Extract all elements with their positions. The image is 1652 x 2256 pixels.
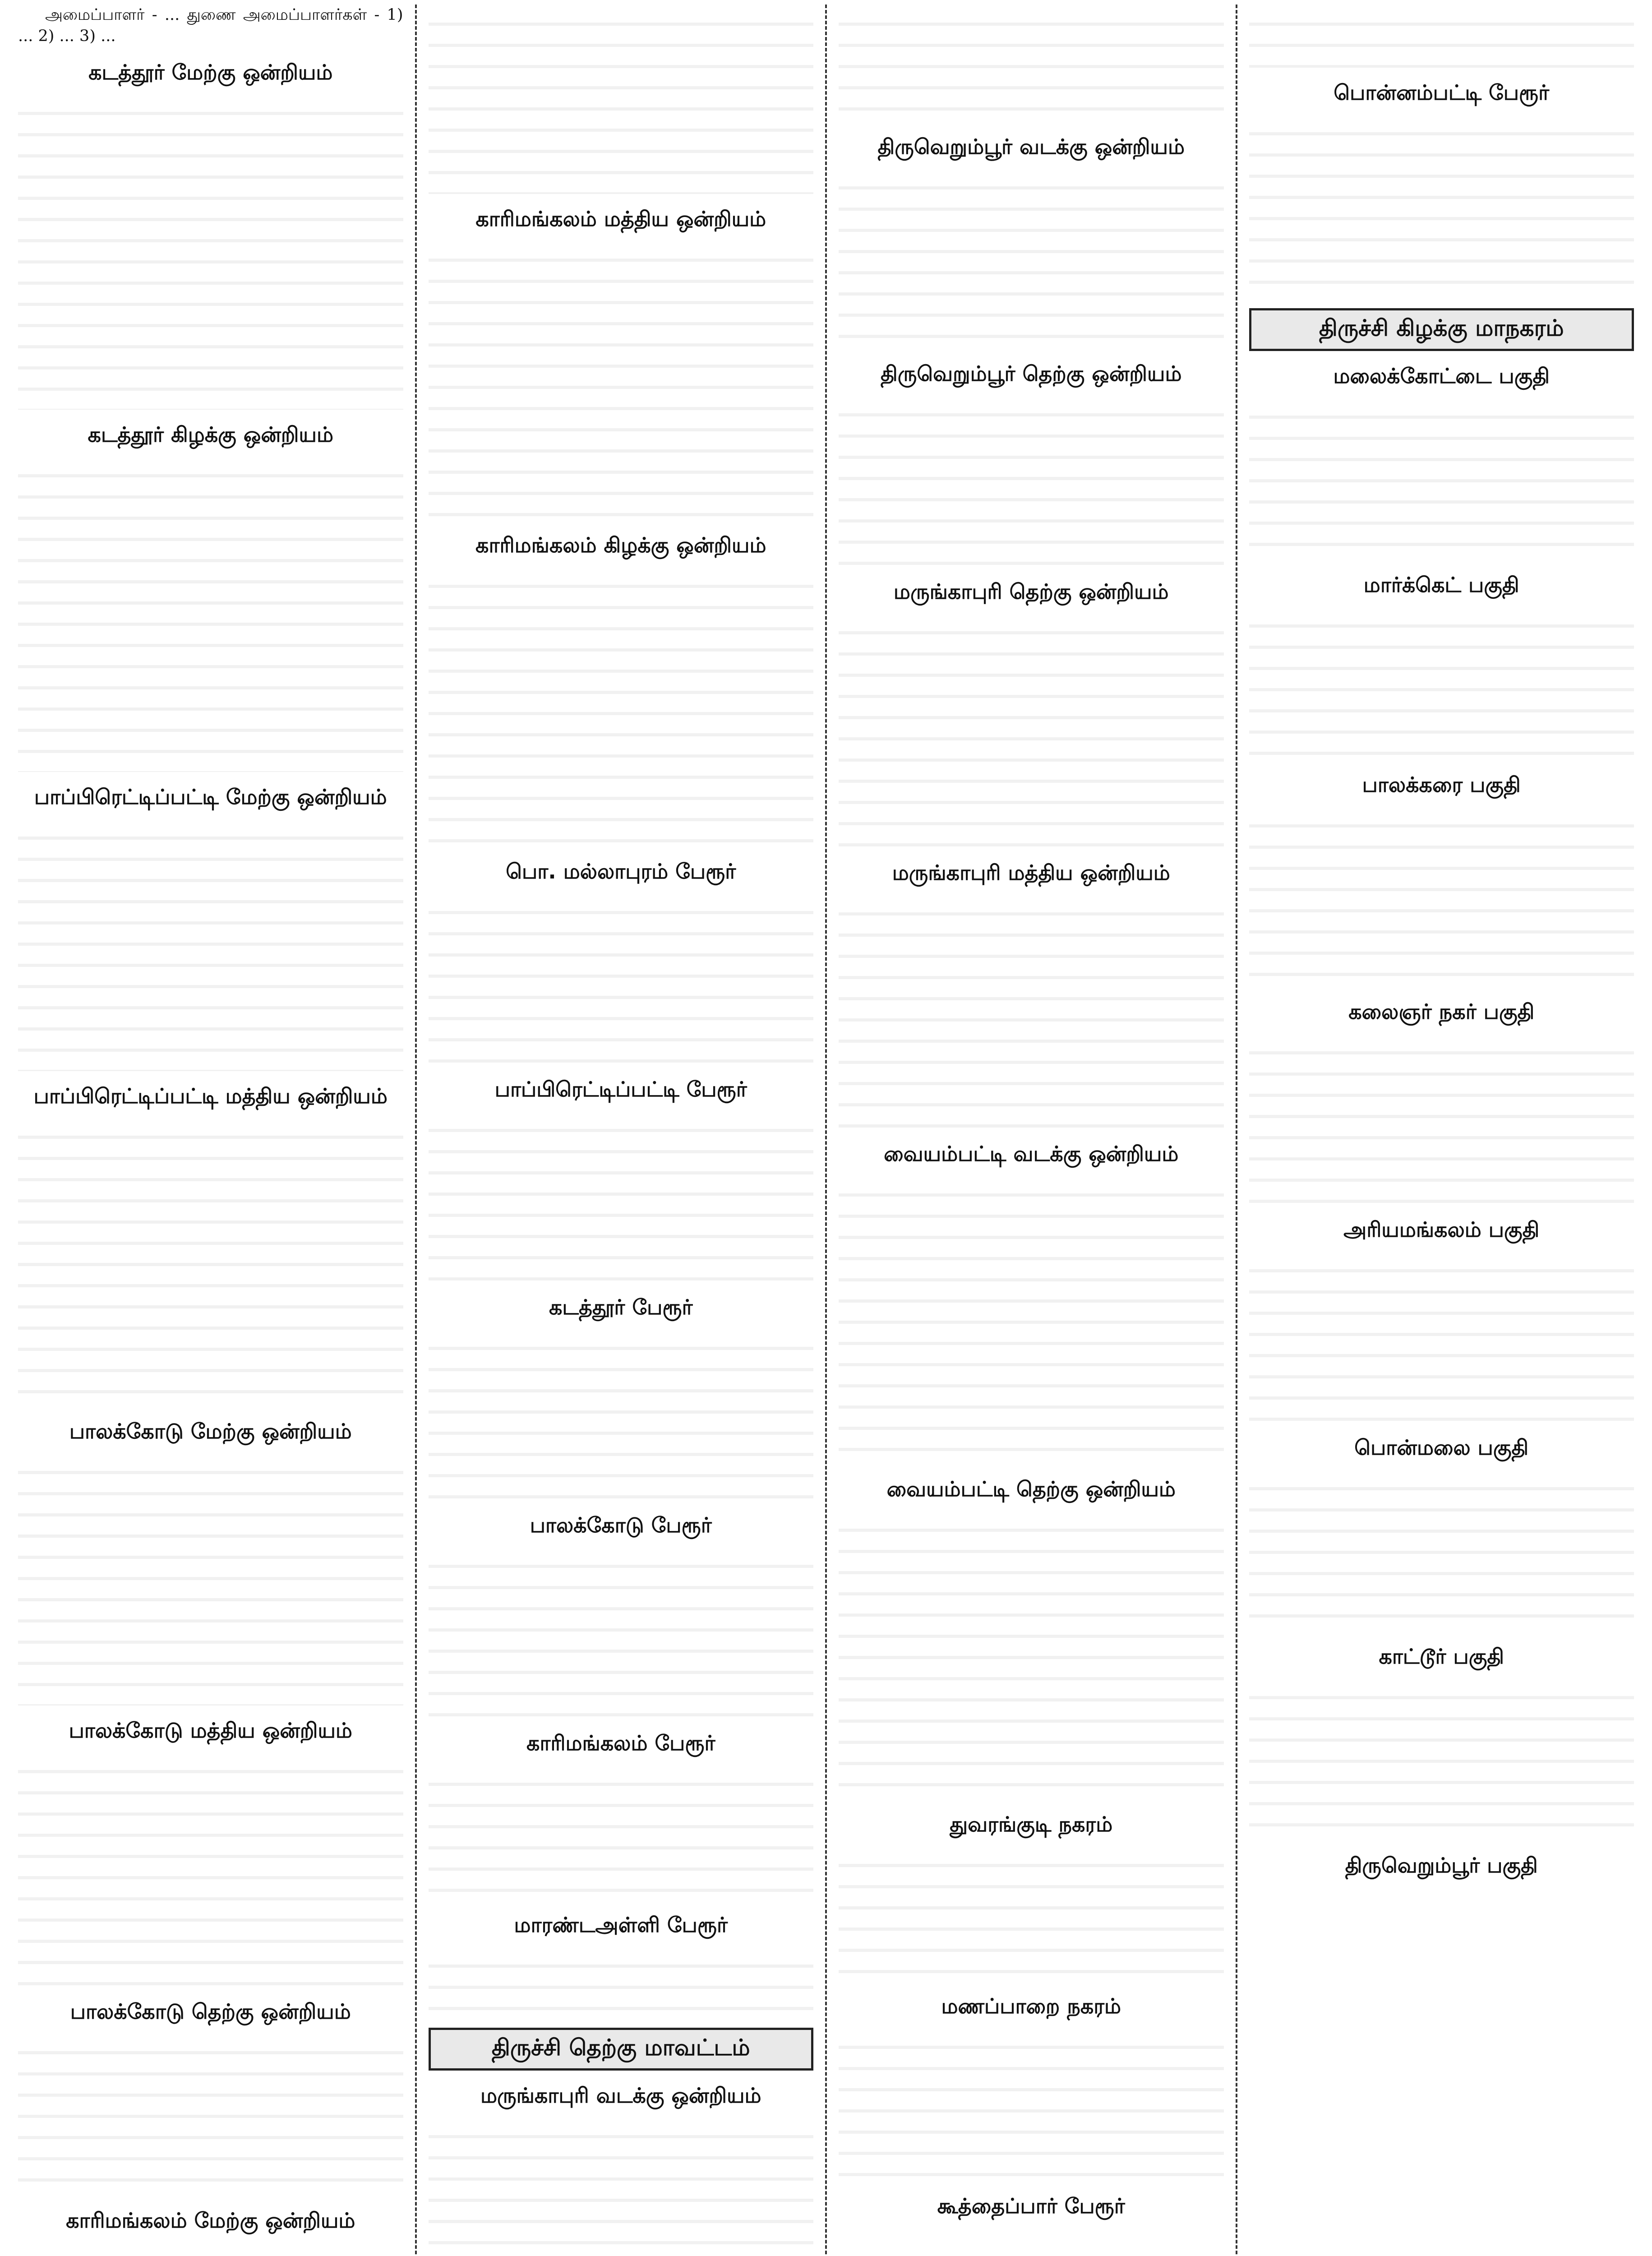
text-block [429, 1329, 814, 1500]
section-heading: காரிமங்கலம் மத்திய ஒன்றியம் [475, 207, 766, 231]
text-block [429, 5, 814, 194]
column-2 [415, 5, 826, 2256]
section-heading: வையம்பட்டி தெற்கு ஒன்றியம் [886, 1477, 1176, 1501]
section-heading: பொ. மல்லாபுரம் பேரூர் [506, 859, 736, 883]
text-block [429, 2117, 814, 2252]
text-block [839, 2028, 1224, 2181]
section-heading: பாப்பிரெட்டிப்பட்டி பேரூர் [494, 1077, 747, 1101]
text-block [18, 1752, 403, 1987]
section-heading: கடத்தூர் பேரூர் [549, 1295, 693, 1319]
section-heading: பாலக்கோடு பேரூர் [530, 1513, 712, 1537]
section-heading: பாலக்கோடு மத்திய ஒன்றியம் [69, 1718, 352, 1743]
text-block [18, 1118, 403, 1406]
text-block [18, 818, 403, 1071]
column-1 [6, 5, 415, 2256]
section-heading: பாப்பிரெட்டிப்பட்டி மத்திய ஒன்றியம் [33, 1083, 388, 1108]
section-heading: காட்டூர் பகுதி [1379, 1644, 1504, 1669]
section-heading: பாலக்கரை பகுதி [1362, 772, 1521, 797]
text-block [429, 240, 814, 520]
section-heading: மருங்காபுரி வடக்கு ஒன்றியம் [480, 2083, 761, 2108]
section-heading: மருங்காபுரி மத்திய ஒன்றியம் [892, 860, 1170, 885]
text-block [839, 395, 1224, 567]
text-block [839, 1175, 1224, 1464]
text-block [429, 567, 814, 846]
section-heading: துவரங்குடி நகரம் [950, 1812, 1113, 1836]
section-heading: கடத்தூர் கிழக்கு ஒன்றியம் [88, 422, 333, 447]
section-heading: அரியமங்கலம் பகுதி [1343, 1217, 1540, 1242]
section-heading: மார்க்கெட் பகுதி [1363, 573, 1519, 597]
text-block: அமைப்பாளர் - ... துணை அமைப்பாளர்கள் - 1) ... 2) ... 3) ... [18, 6, 403, 46]
text-block [1249, 1469, 1634, 1632]
section-heading: திருவெறும்பூர் பகுதி [1345, 1853, 1538, 1877]
text-block [839, 168, 1224, 349]
text-block [429, 1765, 814, 1900]
text-block [18, 1453, 403, 1706]
text-block [1249, 606, 1634, 760]
text-block [429, 1547, 814, 1718]
section-heading: திருவெறும்பூர் வடக்கு ஒன்றியம் [877, 134, 1185, 159]
text-block [1249, 1033, 1634, 1205]
district-heading-box: திருச்சி தெற்கு மாவட்டம் [429, 2028, 814, 2071]
section-heading: மணப்பாறை நகரம் [941, 1994, 1121, 2018]
section-heading: காரிமங்கலம் மேற்கு ஒன்றியம் [66, 2208, 355, 2233]
section-heading: கடத்தூர் மேற்கு ஒன்றியம் [88, 60, 333, 84]
text-block [1249, 1678, 1634, 1840]
column-3 [825, 5, 1236, 2256]
section-heading: கூத்தைப்பார் பேரூர் [937, 2194, 1125, 2218]
text-block [429, 893, 814, 1064]
text-block [18, 2033, 403, 2196]
text-block [18, 456, 403, 772]
text-block [1249, 806, 1634, 987]
text-block [839, 1846, 1224, 1981]
section-heading: மருங்காபுரி தெற்கு ஒன்றியம் [893, 579, 1169, 604]
section-heading: மலைக்கோட்டை பகுதி [1333, 364, 1550, 388]
text-block [839, 613, 1224, 848]
text-block [1249, 5, 1634, 68]
section-heading: வையம்பட்டி வடக்கு ஒன்றியம் [884, 1142, 1179, 1166]
text-block [1249, 398, 1634, 560]
text-block [839, 1511, 1224, 1799]
section-heading: பாலக்கோடு தெற்கு ஒன்றியம் [70, 1999, 351, 2024]
section-heading: திருவெறும்பூர் தெற்கு ஒன்றியம் [881, 361, 1182, 386]
section-heading: பொன்மலை பகுதி [1354, 1435, 1529, 1460]
section-heading: காரிமங்கலம் பேரூர் [526, 1731, 715, 1755]
text-block [839, 894, 1224, 1129]
text-block [1249, 1251, 1634, 1423]
text-block [1249, 114, 1634, 295]
text-block [839, 5, 1224, 122]
text-block [18, 94, 403, 410]
text-block [429, 1111, 814, 1282]
section-heading: பாலக்கோடு மேற்கு ஒன்றியம் [69, 1419, 352, 1443]
section-heading: பாப்பிரெட்டிப்பட்டி மேற்கு ஒன்றியம் [34, 784, 387, 809]
section-heading: காரிமங்கலம் கிழக்கு ஒன்றியம் [475, 533, 766, 557]
section-heading: மாரண்டஅள்ளி பேரூர் [514, 1913, 728, 1937]
section-heading: கலைஞர் நகர் பகுதி [1348, 999, 1535, 1024]
district-heading-box: திருச்சி கிழக்கு மாநகரம் [1249, 308, 1634, 351]
section-heading: பொன்னம்பட்டி பேரூர் [1334, 80, 1550, 105]
column-4 [1236, 5, 1646, 2256]
text-block [429, 1946, 814, 2014]
